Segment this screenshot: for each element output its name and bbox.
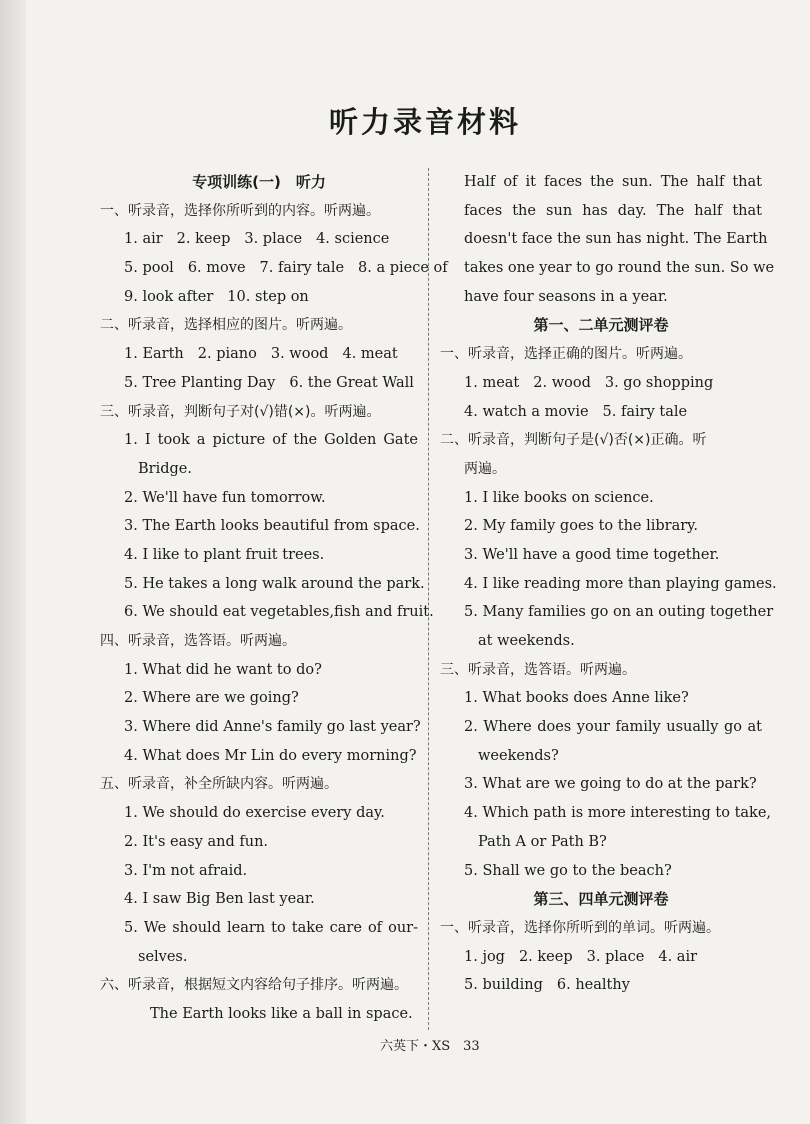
- page-title: 听力录音材料: [328, 105, 521, 139]
- word: 6. healthy: [556, 977, 630, 994]
- passage-line: doesn't face the sun has night. The Earth: [464, 231, 768, 248]
- sentence: 1. What did he want to do?: [124, 661, 322, 678]
- word: 3. place: [586, 948, 645, 965]
- word: 9. look after: [124, 288, 214, 305]
- sentence: 2. Where are we going?: [124, 690, 299, 707]
- passage-line: Half of it faces the sun. The half that: [464, 174, 762, 190]
- word: 1. Earth: [124, 346, 184, 363]
- word-row: [440, 971, 762, 1000]
- question-heading: 二、听录音，选择相应的图片。听两遍。: [100, 317, 352, 334]
- sentence: 3. Where did Anne's family go last year?: [124, 719, 421, 736]
- sentence: 3. What are we going to do at the park?: [464, 776, 757, 793]
- sentence: 2. It's easy and fun.: [124, 833, 269, 850]
- word: 3. wood: [270, 346, 329, 363]
- right-column: [440, 168, 777, 1000]
- word: 4. watch a movie: [464, 403, 589, 420]
- sentence: 1. What books does Anne like?: [464, 690, 689, 707]
- sentence: 5. Shall we go to the beach?: [464, 862, 672, 879]
- word: 5. fairy tale: [602, 403, 688, 420]
- word: 3. place: [244, 231, 303, 248]
- word: 4. air: [658, 948, 698, 965]
- word: 5. building: [464, 977, 543, 994]
- sentence: 5. We should learn to take care of our-: [124, 919, 418, 936]
- left-column: [100, 168, 448, 1029]
- word-row: [100, 254, 448, 283]
- question-heading: 一、听录音，选择你所听到的内容。听两遍。: [100, 202, 380, 219]
- question-heading: 四、听录音，选答语。听两遍。: [100, 633, 296, 649]
- question-heading: 三、听录音，选答语。听两遍。: [440, 661, 636, 678]
- passage-line: The Earth looks like a ball in space.: [150, 1005, 413, 1022]
- sentence: 4. I like to plant fruit trees.: [124, 546, 325, 563]
- word: 10. step on: [227, 288, 309, 305]
- passage-line: takes one year to go round the sun. So we: [464, 260, 775, 277]
- sentence-continuation: weekends?: [478, 747, 559, 764]
- word: 3. go shopping: [604, 374, 714, 391]
- question-heading-continuation: 两遍。: [464, 460, 506, 477]
- sentence: 4. I like reading more than playing games.: [464, 575, 777, 592]
- test-section-title: 第一、二单元测评卷: [533, 316, 669, 335]
- question-heading: 一、听录音，选择正确的图片。听两遍。: [440, 346, 692, 363]
- word-row: [100, 225, 418, 254]
- sentence: 3. The Earth looks beautiful from space.: [124, 518, 420, 535]
- sentence: 1. We should do exercise every day.: [124, 805, 385, 822]
- word: 2. wood: [533, 374, 591, 391]
- test-section-title: 第三、四单元测评卷: [533, 890, 669, 909]
- word-row: [100, 283, 418, 312]
- sentence: 3. We'll have a good time together.: [464, 546, 720, 563]
- question-heading: 一、听录音，选择你所听到的单词。听两遍。: [440, 919, 720, 936]
- question-heading: 六、听录音，根据短文内容给句子排序。听两遍。: [100, 977, 408, 994]
- word: 2. keep: [176, 231, 231, 248]
- sentence: 1. I like books on science.: [464, 489, 654, 506]
- sentence: 5. He takes a long walk around the park.: [124, 575, 425, 592]
- sentence: 1. I took a picture of the Golden Gate: [124, 432, 418, 449]
- sentence-continuation: at weekends.: [478, 633, 575, 649]
- sentence: 6. We should eat vegetables,fish and fruit.: [124, 604, 434, 621]
- sentence: 2. We'll have fun tomorrow.: [124, 489, 326, 506]
- word: 1. meat: [464, 374, 520, 391]
- word: 6. the Great Wall: [289, 374, 414, 391]
- word-row: [440, 369, 762, 398]
- word: 6. move: [187, 260, 246, 277]
- sentence: 2. Where does your family usually go at: [464, 719, 762, 736]
- word: 1. air: [124, 231, 163, 248]
- word: 4. science: [316, 231, 390, 248]
- sentence: 2. My family goes to the library.: [464, 518, 699, 535]
- passage-line: have four seasons in a year.: [464, 288, 668, 305]
- sentence-continuation: Path A or Path B?: [478, 833, 607, 850]
- question-heading: 二、听录音，判断句子是(√)否(×)正确。听: [440, 432, 707, 449]
- page-edge: [0, 0, 26, 1124]
- word-row: [100, 340, 418, 369]
- sentence: 4. What does Mr Lin do every morning?: [124, 747, 417, 764]
- word: 5. pool: [124, 260, 174, 277]
- sentence: 4. Which path is more interesting to take,: [464, 805, 772, 822]
- passage-line: faces the sun has day. The half that: [464, 202, 762, 219]
- word: 4. meat: [342, 346, 398, 363]
- word: 8. a piece of: [358, 260, 448, 277]
- section-title: 专项训练(一) 听力: [192, 173, 326, 191]
- word-row: [100, 369, 418, 398]
- word: 2. piano: [197, 346, 257, 363]
- word: 5. Tree Planting Day: [124, 374, 276, 391]
- sentence-continuation: Bridge.: [138, 460, 192, 477]
- word-row: [440, 398, 762, 427]
- word-row: [440, 943, 762, 972]
- sentence: 4. I saw Big Ben last year.: [124, 891, 315, 908]
- word: 2. keep: [518, 948, 573, 965]
- sentence: 3. I'm not afraid.: [124, 862, 248, 879]
- sentence: 5. Many families go on an outing together: [464, 604, 774, 621]
- word: 7. fairy tale: [259, 260, 345, 277]
- question-heading: 五、听录音，补全所缺内容。听两遍。: [100, 776, 338, 793]
- question-heading: 三、听录音，判断句子对(√)错(×)。听两遍。: [100, 403, 381, 420]
- sentence-continuation: selves.: [138, 948, 188, 965]
- page-footer: 六英下・XS 33: [380, 1039, 480, 1054]
- word: 1. jog: [464, 948, 505, 965]
